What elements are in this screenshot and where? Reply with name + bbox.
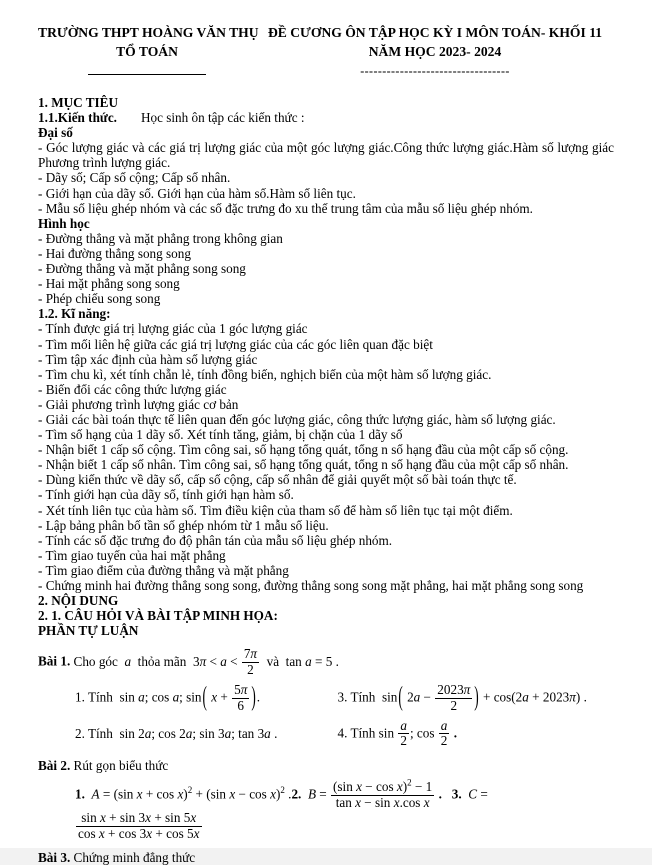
ki-nang-heading: 1.2. Kĩ năng:	[38, 306, 111, 322]
list-item: - Góc lượng giác và các giá trị lượng giác của một góc lượng giác.Công thức lượng giác.Hàm số lượng giác Phương trình lượng giác.	[38, 140, 614, 171]
header-right-block	[256, 24, 614, 76]
list-item: - Đường thẳng và mặt phẳng song song	[38, 261, 246, 277]
bai1-heading	[38, 647, 614, 678]
list-item: - Tìm mối liên hệ giữa các giá trị lượng giác của các góc liên quan đặc biệt	[38, 336, 433, 352]
list-item: - Đường thẳng và mặt phẳng trong không gian	[38, 230, 283, 246]
doc-title: ĐỀ CƯƠNG ÔN TẬP HỌC KỲ I MÔN TOÁN- KHỐI 11	[267, 25, 603, 40]
cau-hoi-heading: 2. 1. CÂU HỎI VÀ BÀI TẬP MINH HỌA:	[38, 608, 278, 624]
bai2-heading	[38, 758, 614, 773]
list-item: - Xét tính liên tục của hàm số. Tìm điều kiện của tham số để hàm số liên tục tại một điểm.	[38, 502, 513, 518]
bai2-title: Rút gọn biểu thức	[73, 758, 169, 774]
bai3-title: Chứng minh đẳng thức	[73, 850, 196, 865]
list-item: - Nhận biết 1 cấp số cộng. Tìm công sai, số hạng tổng quát, tổng n số hạng đầu của một cấp số cộng.	[38, 442, 569, 458]
kien-thuc-text: Học sinh ôn tập các kiến thức :	[140, 110, 305, 126]
noi-dung-heading: 2. NỘI DUNG	[38, 593, 119, 609]
list-item: - Dãy số; Cấp số cộng; Cấp số nhân.	[38, 170, 231, 186]
list-item: - Giới hạn của dãy số. Giới hạn của hàm số.Hàm số liên tục.	[38, 185, 356, 201]
school-name: TRƯỜNG THPT HOÀNG VĂN THỤ	[38, 25, 259, 40]
list-item: - Biến đổi các công thức lượng giác	[38, 381, 227, 397]
bai1-intro-expression: Cho góc a thỏa mãn 3π < a < $\frac{7\pi}{2}$ và tan a = 5 .	[70, 646, 339, 678]
list-item: - Hai đường thẳng song song	[38, 245, 191, 261]
bai2-label: Bài 2.	[38, 758, 71, 774]
header-dashes: ----------------------------------	[360, 64, 510, 78]
math-expression: 4. Tính sin $\frac{a}{2}$ ; cos $\frac{a}{2}$ .	[337, 717, 457, 749]
list-item: - Phép chiếu song song	[38, 291, 161, 307]
list-item: - Chứng minh hai đường thẳng song song, đường thẳng song song mặt phẳng, hai mặt phẳng song song	[38, 578, 584, 593]
math-expression: 1. Tính sin a; cos a; sin( x + $\frac{5\pi}{6}$ ).	[75, 680, 261, 713]
list-item: - Lập bảng phân bố tần số ghép nhóm từ 1 mẫu số liệu.	[38, 517, 329, 533]
list-item: - Mẫu số liệu ghép nhóm và các số đặc trưng đo xu thế trung tâm của mẫu số liệu ghép nhóm.	[38, 200, 533, 216]
department-name: TỔ TOÁN	[116, 43, 178, 59]
list-item: - Tìm chu kì, xét tính chẵn lẻ, tính đồng biến, nghịch biến của một hàm số lượng giác.	[38, 366, 492, 382]
list-item: - Giải các bài toán thực tế liên quan đến góc lượng giác, công thức lượng giác, hàm số lượng giác.	[38, 411, 556, 427]
list-item: - Tìm giao tuyến của hai mặt phẳng	[38, 547, 226, 563]
list-item: - Tìm giao điểm của đường thẳng và mặt phẳng	[38, 562, 289, 578]
list-item: - Dùng kiến thức về dãy số, cấp số cộng, cấp số nhân để giải quyết một số bài toán thực tế.	[38, 472, 517, 488]
list-item: - Nhận biết 1 cấp số nhân. Tìm công sai, số hạng tổng quát, tổng n số hạng đầu của một cấp số nhân.	[38, 457, 569, 473]
bai2-formulas-expression: 1. A = (sin x + cos x)$^2$ + (sin x − cos x)$^2$ .2. B = $\frac{(\sin x - \cos x)^2 - 1}{\text{tan x − sin x.cos x}}$ . 3. C = $\frac{\text{sin x + sin 3x + sin 5x}}{\text{cos x + cos 3x + cos 5x}}$	[75, 777, 492, 841]
math-expression: 2. Tính sin 2a; cos 2a; sin 3a; tan 3a .	[75, 726, 278, 742]
header-left-block	[38, 24, 259, 75]
dai-so-heading: Đại số	[38, 125, 73, 141]
bai3-label: Bài 3.	[38, 850, 71, 865]
list-item: - Tính giới hạn của dãy số, tính giới hạn hàm số.	[38, 487, 294, 503]
school-year: NĂM HỌC 2023- 2024	[368, 43, 502, 59]
kien-thuc-line	[38, 110, 614, 125]
bai1-label: Bài 1.	[38, 653, 71, 669]
list-item: - Tìm số hạng của 1 dãy số. Xét tính tăng, giảm, bị chặn của 1 dãy số	[38, 427, 403, 443]
list-item: - Hai mặt phẳng song song	[38, 276, 180, 292]
bai1-items-row-2	[38, 719, 614, 750]
list-item: - Tìm tập xác định của hàm số lượng giác	[38, 351, 258, 367]
muc-tieu-heading: 1. MỤC TIÊU	[38, 95, 118, 110]
kien-thuc-label: 1.1.Kiến thức.	[38, 110, 117, 126]
document-body	[38, 95, 614, 865]
header-rule	[88, 74, 206, 75]
math-expression: 3. Tính sin( 2a − $\frac{2023\pi}{2}$ ) + cos(2a + 2023π) .	[337, 680, 587, 713]
list-item: - Tính được giá trị lượng giác của 1 góc lượng giác	[38, 321, 308, 337]
hinh-hoc-heading: Hình học	[38, 215, 90, 231]
bai3-heading	[38, 850, 614, 865]
phan-tu-luan-heading: PHẦN TỰ LUẬN	[38, 623, 139, 639]
list-item: - Giải phương trình lượng giác cơ bản	[38, 396, 239, 412]
list-item: - Tính các số đặc trưng đo độ phân tán của mẫu số liệu ghép nhóm.	[38, 532, 393, 548]
document-header	[38, 24, 614, 76]
bai1-items-row-1	[38, 680, 614, 714]
